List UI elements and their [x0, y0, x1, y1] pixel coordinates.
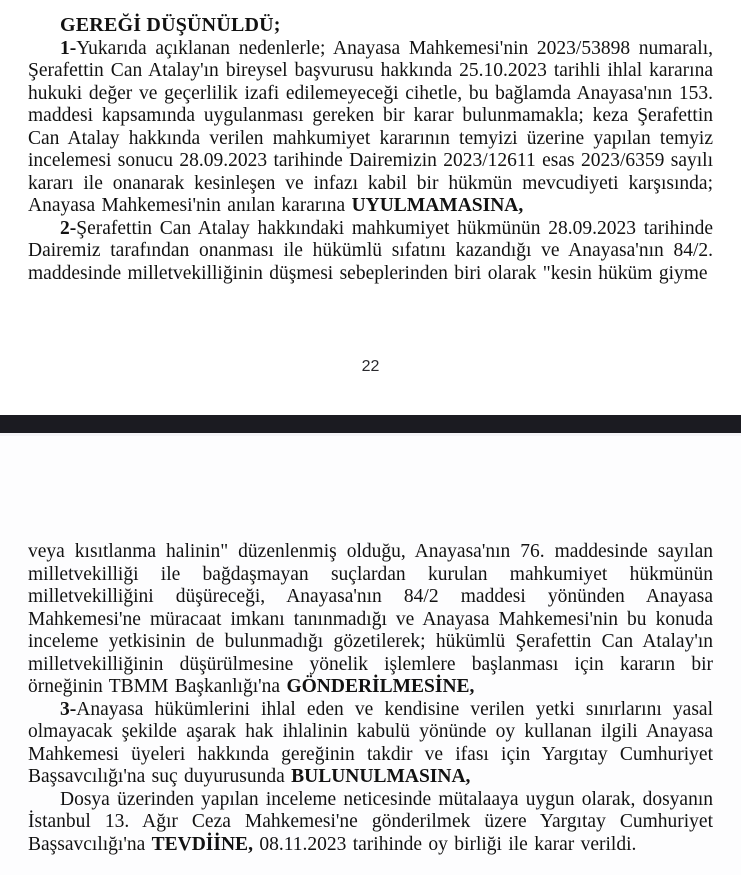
page-23-text-block — [28, 541, 713, 856]
closing-paragraph — [28, 789, 713, 857]
section-heading: GEREĞİ DÜŞÜNÜLDÜ; — [60, 14, 281, 36]
paragraph-1-emphasis: UYULMAMASINA, — [351, 195, 524, 216]
paragraph-2-text: Şerafettin Can Atalay hakkındaki mahkumiyet hükmünün 28.09.2023 tarihinde Dairemiz tarafından onanması ile hükümlü sıfatını kazandığı ve Anayasa'nın 84/2. maddesinde milletvekilliğinin düşmesi sebeplerinden biri olarak "kesin hüküm giyme — [28, 217, 713, 284]
paragraph-3-emphasis: GÖNDERİLMESİNE, — [286, 676, 475, 697]
item-number-1: 1- — [60, 37, 77, 59]
page-number: 22 — [361, 358, 380, 375]
page-break-bar — [0, 415, 741, 436]
ruling-paragraph-1 — [28, 38, 713, 218]
item-number-2: 2- — [60, 217, 77, 239]
ruling-paragraph-2 — [28, 218, 713, 286]
paragraph-5-emphasis: TEVDİİNE, — [151, 833, 253, 855]
paragraph-5-text: Dosya üzerinden yapılan inceleme neticesinde mütalaaya uygun olarak, dosyanın İstanbul 13. Ağır Ceza Mahkemesi'ne gönderilmek üzere Yargıtay Cumhuriyet Başsavcılığı'na — [28, 788, 713, 855]
paragraph-3-text: veya kısıtlanma halinin" düzenlenmiş olduğu, Anayasa'nın 76. maddesinde sayılan milletvekilliği ile bağdaşmayan suçlardan kurulan mahkumiyet hükmünün milletvekilliğini düşüreceği, Anayasa'nın 84/2 maddesi yönünden Anayasa Mahkemesi'ne müracaat imkanı tanınmadığı ve Anayasa Mahkemesi'nin bu konuda inceleme yetkisinin de bulunmadığı gözetilerek; hükümlü Şerafettin Can Atalay'ın milletvekilliğinin düşürülmesine yönelik işlemlere başlanması için kararın bir örneğinin TBMM Başkanlığı'na — [28, 541, 713, 697]
paragraph-4-emphasis: BULUNULMASINA, — [291, 766, 471, 787]
ruling-paragraph-2-continuation — [28, 541, 713, 699]
item-number-3: 3- — [60, 698, 77, 720]
ruling-paragraph-3 — [28, 699, 713, 789]
paragraph-1-text: Yukarıda açıklanan nedenlerle; Anayasa Mahkemesi'nin 2023/53898 numaralı, Şerafettin Can Atalay'ın bireysel başvurusu hakkında 25.10.2023 tarihli ihlal kararına hukuki değer ve geçerlilik izafi edilemeyeceği cihetle, bu bağlamda Anayasa'nın 153. maddesi kapsamında uygulanması gereken bir karar bulunmamakla; keza Şerafettin Can Atalay hakkında verilen mahkumiyet kararının temyizi üzerine yapılan temyiz incelemesi sonucu 28.09.2023 tarihinde Dairemizin 2023/12611 esas 2023/6359 sayılı kararı ile onanarak kesinleşen ve infazı kabil bir hükmün mevcudiyeti karşısında; Anayasa Mahkemesi'nin anılan kararına — [28, 37, 713, 216]
page-22-text-block — [28, 14, 713, 285]
paragraph-4-text: Anayasa hükümlerini ihlal eden ve kendisine verilen yetki sınırlarını yasal olmayacak şekilde aşarak hak ihlalinin kabulü yönünde oy kullanan ilgili Anayasa Mahkemesi üyeleri hakkında gereğinin takdir ve ifası için Yargıtay Cumhuriyet Başsavcılığı'na suç duyurusunda — [28, 698, 713, 787]
paragraph-5-tail: 08.11.2023 tarihinde oy birliği ile karar verildi. — [252, 833, 637, 855]
